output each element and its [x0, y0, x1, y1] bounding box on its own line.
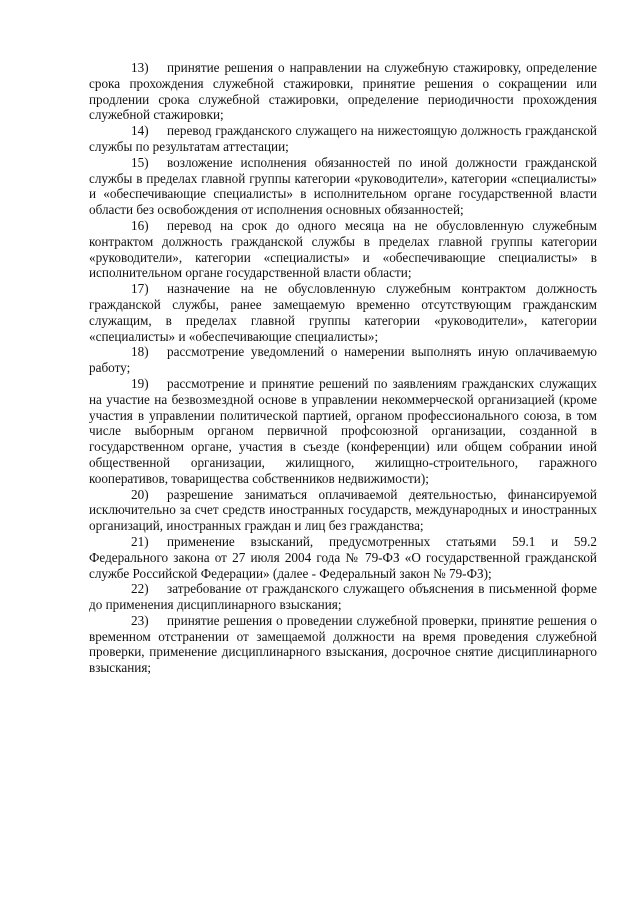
- item-number: 20): [131, 486, 149, 502]
- list-item-15: [89, 155, 597, 218]
- item-text: перевод на срок до одного месяца на не обусловленную служебным контрактом должность гражданской службы в пределах главной группы категории «руководители», категории «специалисты» и «обеспечивающие специалисты» в исполнительном органе государственной власти области;: [89, 217, 597, 281]
- item-number: 16): [131, 217, 149, 233]
- list-item-18: [89, 344, 597, 376]
- list-item-13: [89, 60, 597, 123]
- list-item-22: [89, 581, 597, 613]
- item-number: 14): [131, 123, 149, 139]
- item-text: назначение на не обусловленную служебным контрактом должность гражданской службы, ранее замещаемую временно отсутствующим гражданским служащим, в пределах главной группы категории «руководители», категории «специалисты» и «обеспечивающие специалисты»;: [89, 281, 597, 344]
- item-number: 15): [131, 154, 149, 170]
- list-item-16: [89, 218, 597, 281]
- list-item-17: [89, 281, 597, 344]
- item-text: принятие решения о проведении служебной проверки, принятие решения о временном отстранении от замещаемой должности на время проведения служебной проверки, применение дисциплинарного взыскания, досрочное снятие дисциплинарного взыскания;: [89, 612, 597, 676]
- item-number: 18): [131, 344, 149, 360]
- list-item-23: [89, 613, 597, 676]
- list-item-20: [89, 487, 597, 534]
- item-number: 22): [131, 581, 149, 597]
- document-page: [89, 60, 597, 676]
- list-item-19: [89, 376, 597, 487]
- item-number: 13): [131, 60, 149, 75]
- item-text: применение взысканий, предусмотренных статьями 59.1 и 59.2 Федерального закона от 27 июля 2004 года № 79-ФЗ «О государственной гражданской службе Российской Федерации» (далее - Федеральный закон № 79-ФЗ);: [89, 533, 597, 581]
- item-text: принятие решения о направлении на служебную стажировку, определение срока прохождения служебной стажировки, принятие решения о сокращении или продлении срока служебной стажировки, определение периодичности прохождения служебной стажировки;: [89, 60, 597, 123]
- item-number: 17): [131, 281, 149, 297]
- item-number: 19): [131, 375, 149, 391]
- item-text: разрешение заниматься оплачиваемой деятельностью, финансируемой исключительно за счет средств иностранных государств, международных и иностранных организаций, иностранных граждан и лиц без гражданства;: [89, 486, 597, 534]
- item-text: затребование от гражданского служащего объяснения в письменной форме до применения дисциплинарного взыскания;: [89, 581, 597, 613]
- item-number: 23): [131, 612, 149, 628]
- item-text: рассмотрение уведомлений о намерении выполнять иную оплачиваемую работу;: [89, 344, 597, 376]
- item-text: рассмотрение и принятие решений по заявлениям гражданских служащих на участие на безвозмездной основе в управлении некоммерческой организацией (кроме участия в управлении политической партией, органом профессионального союза, в том числе выборным органом первичной профсоюзной организации, созданной в государственном органе, участия в съезде (конференции) или общем собрании иной общественной организации, жилищного, жилищно-строительного, гаражного кооперативов, товарищества собственников недвижимости);: [89, 375, 597, 486]
- item-text: возложение исполнения обязанностей по иной должности гражданской службы в пределах главной группы категории «руководители», категории «специалисты» и «обеспечивающие специалисты» в исполнительном органе государственной власти области без освобождения от исполнения основных обязанностей;: [89, 154, 597, 218]
- list-item-21: [89, 534, 597, 581]
- list-item-14: [89, 123, 597, 155]
- item-number: 21): [131, 533, 149, 549]
- item-text: перевод гражданского служащего на нижестоящую должность гражданской службы по результатам аттестации;: [89, 123, 597, 154]
